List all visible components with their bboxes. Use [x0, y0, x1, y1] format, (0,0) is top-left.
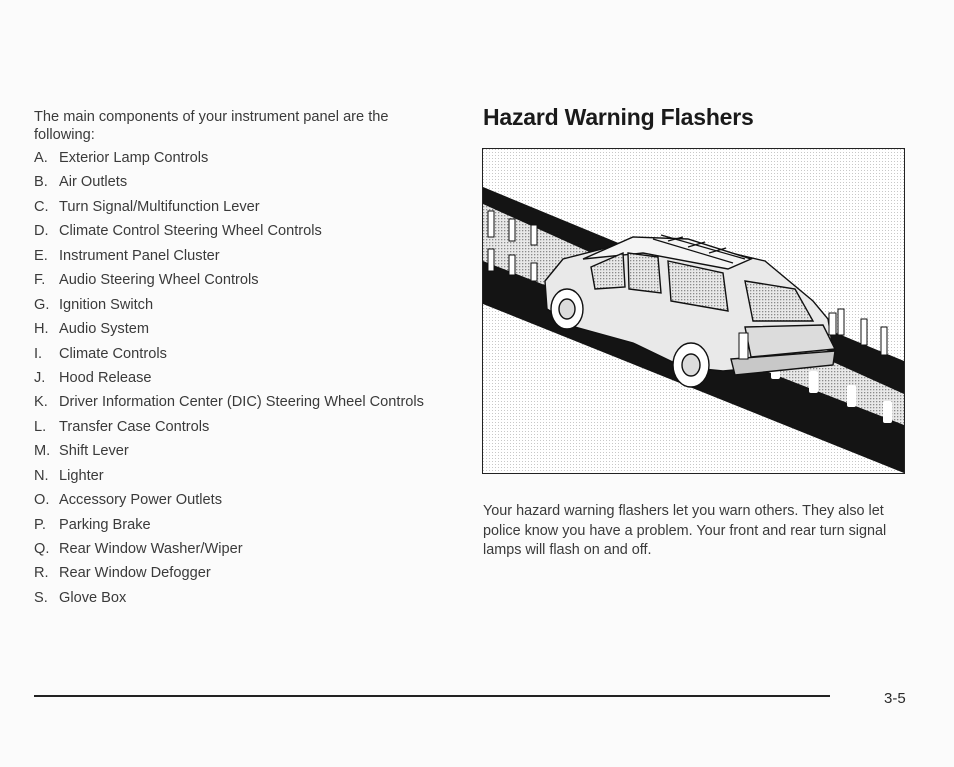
item-letter: L.	[34, 418, 47, 435]
item-label: Air Outlets	[59, 174, 128, 191]
list-item	[34, 540, 449, 558]
item-letter: D.	[34, 223, 49, 240]
item-letter: K.	[34, 394, 48, 411]
list-item	[34, 320, 449, 338]
item-label: Lighter	[59, 467, 104, 484]
footer-rule	[34, 695, 830, 697]
list-item	[34, 271, 449, 289]
list-item	[34, 516, 449, 534]
item-label: Parking Brake	[59, 516, 151, 533]
item-letter: E.	[34, 247, 48, 264]
item-label: Climate Control Steering Wheel Controls	[59, 223, 322, 240]
hazard-illustration	[482, 148, 905, 474]
item-label: Audio Steering Wheel Controls	[59, 272, 259, 289]
item-letter: I.	[34, 345, 43, 362]
page-number: 3-5	[884, 690, 906, 707]
item-label: Instrument Panel Cluster	[59, 247, 220, 264]
list-item	[34, 564, 449, 582]
list-item	[34, 491, 449, 509]
item-letter: J.	[34, 369, 46, 386]
list-item	[34, 198, 449, 216]
item-letter: S.	[34, 589, 48, 606]
item-letter: M.	[34, 443, 51, 460]
list-item	[34, 442, 449, 460]
item-label: Transfer Case Controls	[59, 418, 210, 435]
components-intro: The main components of your instrument panel are the following:	[34, 109, 389, 143]
item-label: Turn Signal/Multifunction Lever	[59, 198, 260, 215]
item-letter: O.	[34, 492, 50, 509]
item-label: Climate Controls	[59, 345, 167, 362]
components-list	[34, 149, 449, 607]
item-label: Glove Box	[59, 589, 127, 606]
hazard-description: Your hazard warning flashers let you warn others. They also let police know you have a problem. Your front and rear turn signal lamps will flash on and off.	[483, 503, 887, 558]
item-letter: N.	[34, 467, 49, 484]
list-item	[34, 173, 449, 191]
list-item	[34, 222, 449, 240]
item-letter: P.	[34, 516, 46, 533]
item-label: Hood Release	[59, 369, 152, 386]
item-letter: B.	[34, 174, 48, 191]
section-heading: Hazard Warning Flashers	[483, 104, 754, 130]
item-label: Exterior Lamp Controls	[59, 150, 209, 166]
components-section	[34, 108, 449, 613]
item-label: Driver Information Center (DIC) Steering Wheel Controls	[59, 394, 424, 411]
list-item	[34, 247, 449, 265]
item-label: Accessory Power Outlets	[59, 492, 223, 509]
suv-illustration	[483, 149, 904, 473]
list-item	[34, 467, 449, 485]
list-item	[34, 296, 449, 314]
item-letter: F.	[34, 272, 46, 289]
item-label: Ignition Switch	[59, 296, 154, 313]
item-label: Rear Window Washer/Wiper	[59, 541, 243, 557]
item-label: Audio System	[59, 321, 150, 338]
item-letter: H.	[34, 321, 49, 338]
list-item	[34, 393, 449, 411]
list-item	[34, 345, 449, 363]
list-item	[34, 589, 449, 607]
item-letter: R.	[34, 565, 49, 582]
item-letter: C.	[34, 198, 49, 215]
list-item	[34, 149, 449, 167]
item-label: Rear Window Defogger	[59, 565, 211, 582]
item-letter: G.	[34, 296, 50, 313]
item-label: Shift Lever	[59, 443, 129, 460]
item-letter: Q.	[34, 541, 50, 557]
list-item	[34, 369, 449, 387]
item-letter: A.	[34, 150, 48, 166]
list-item	[34, 418, 449, 436]
